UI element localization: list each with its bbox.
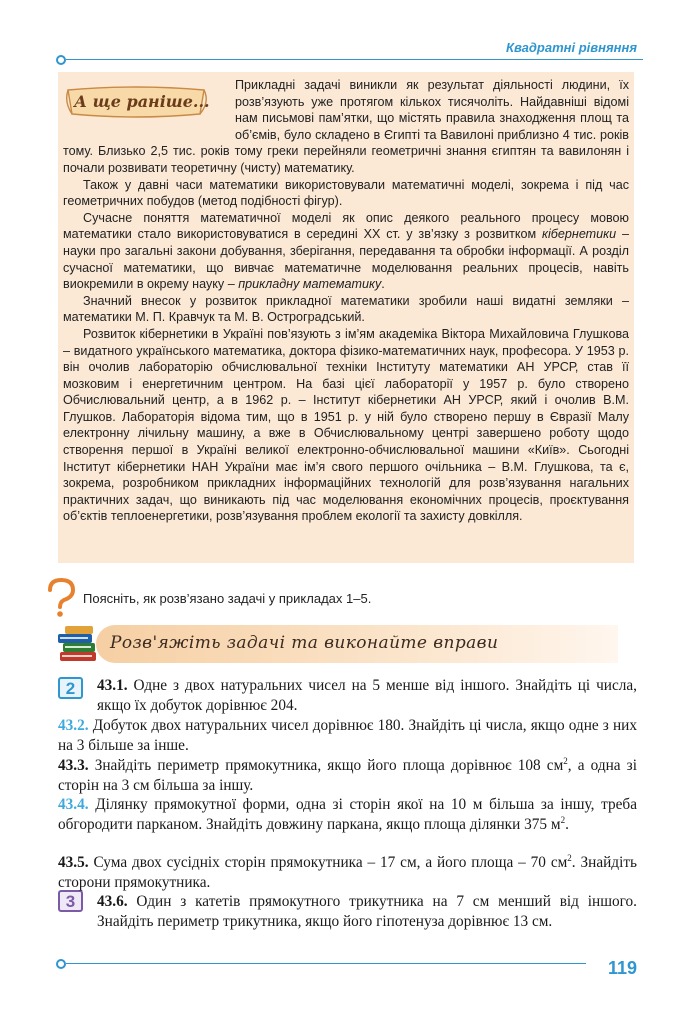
history-paragraph: Також у давні часи математики використовували математичні моделі, зокрема і під час геометричних побудов (метод подібності фігур). — [63, 177, 629, 209]
problem-43-1: 43.1. Одне з двох натуральних чисел на 5 менше від іншого. Знайдіть ці числа, якщо їх добуток дорівнює 204. — [97, 677, 637, 714]
level-3-badge: 3 — [58, 890, 83, 912]
header-line-dot — [56, 55, 66, 65]
problem-number: 43.1. — [97, 677, 128, 694]
history-paragraph: Прикладні задачі виникли як результат діяльності людини, їх розв’язують уже протягом кількох тисячоліть. Найдавніші відомі нам письмові пам’ятки, що містять правила знаходження площ та об’ємів, було складено в Єгипті та Вавилоні приблизно 4 тис. років тому. Близько 2,5 тис. років тому греки перейняли геометричні знання єгиптян та вавилонян і почали розвивати теоретичну (чисту) математику. — [63, 78, 629, 175]
problem-number: 43.3. — [58, 757, 89, 774]
question-text: Поясніть, як розв’язано задачі у прикладах 1–5. — [83, 591, 372, 606]
problem-43-5: 43.5. Сума двох сусідніх сторін прямокутника – 17 см, а його площа – 70 $см^2$. Знайдіть сторони прямокутника. — [58, 852, 638, 891]
footer-line — [66, 963, 586, 964]
question-mark-icon — [44, 578, 78, 618]
problem-number: 43.4. — [58, 796, 89, 813]
problem-43-6: 43.6. Один з катетів прямокутного трикутника на 7 см менший від іншого. Знайдіть периметр трикутника, якщо його гіпотенуза дорівнює 13 см. — [97, 893, 638, 930]
history-paragraph: Розвиток кібернетики в Україні пов’язують з ім’ям академіка Віктора Михайловича Глушкова – видатного українського математика, доктора фізико-математичних наук, професора. У 1953 р. він очолив лабораторію обчислювальної техніки Інституту математики АН УРСР, став її мозковим і енергетичним центром. На базі цієї лабораторії у 1957 р. було створено Обчислювальний центр, а в 1962 р. – Інститут кібернетики АН УРСР, який і очолив В.М. Глушков. Лабораторія відома тим, що в 1951 р. у ній було створено першу в Євразії Малу електронну лічильну машину, а вже в Обчислювальному центрі завершено роботу щодо створення першої в Україні великої електронно-обчислювальної машини «Київ». Сьогодні Інститут кібернетики НАН України має ім’я свого першого очільника – В.М. Глушкова, та є, зокрема, розробником прикладних інформаційних технологій для розв’язування нагальних практичних задач, що виникають під час моделювання економічних процесів, проєктування об’єктів теплоенергетики, розв’язування проблем екології та захисту довкілля. — [63, 326, 629, 524]
running-title: Квадратні рівняння — [505, 40, 637, 55]
books-icon — [56, 622, 100, 664]
problem-43-2: 43.2. Добуток двох натуральних чисел дорівнює 180. Знайдіть ці числа, якщо одне з них на 3 більше за інше. — [58, 717, 637, 754]
problem-number: 43.5. — [58, 854, 89, 871]
history-badge-label: А ще раніше... — [74, 92, 210, 111]
exercises-banner-title: Розв'яжіть задачі та виконайте вправи — [110, 633, 499, 653]
history-paragraph: Значний внесок у розвиток прикладної математики зробили наші видатні земляки – математики М. П. Кравчук та М. В. Остроградський. — [63, 293, 629, 325]
header-line — [66, 59, 643, 60]
history-text — [63, 77, 629, 525]
problem-number: 43.6. — [97, 893, 128, 910]
page-number: 119 — [607, 958, 637, 978]
level-2-badge: 2 — [58, 677, 83, 699]
footer-line-dot — [56, 959, 66, 969]
problem-number: 43.2. — [58, 717, 89, 734]
problem-43-4: 43.4. Ділянку прямокутної форми, одна зі сторін якої на 10 м більша за іншу, треба обгородити парканом. Знайдіть довжину паркана, якщо площа ділянки 375 $м^2$. — [58, 796, 637, 833]
problem-43-3: 43.3. Знайдіть периметр прямокутника, якщо його площа дорівнює 108 $см^2$, а одна зі сторін на 3 см більша за іншу. — [58, 755, 637, 794]
history-paragraph: Сучасне поняття математичної моделі як опис деякого реального процесу мовою математики стало використовуватися в середині XX ст. у зв’язку з розвитком кібернетики – науки про загальні закони добування, зберігання, передавання та обробки інформації. А розділ сучасної математики, що вивчає математичне моделювання реальних процесів, навіть виокремили в окрему науку – прикладну математику. — [63, 210, 629, 292]
